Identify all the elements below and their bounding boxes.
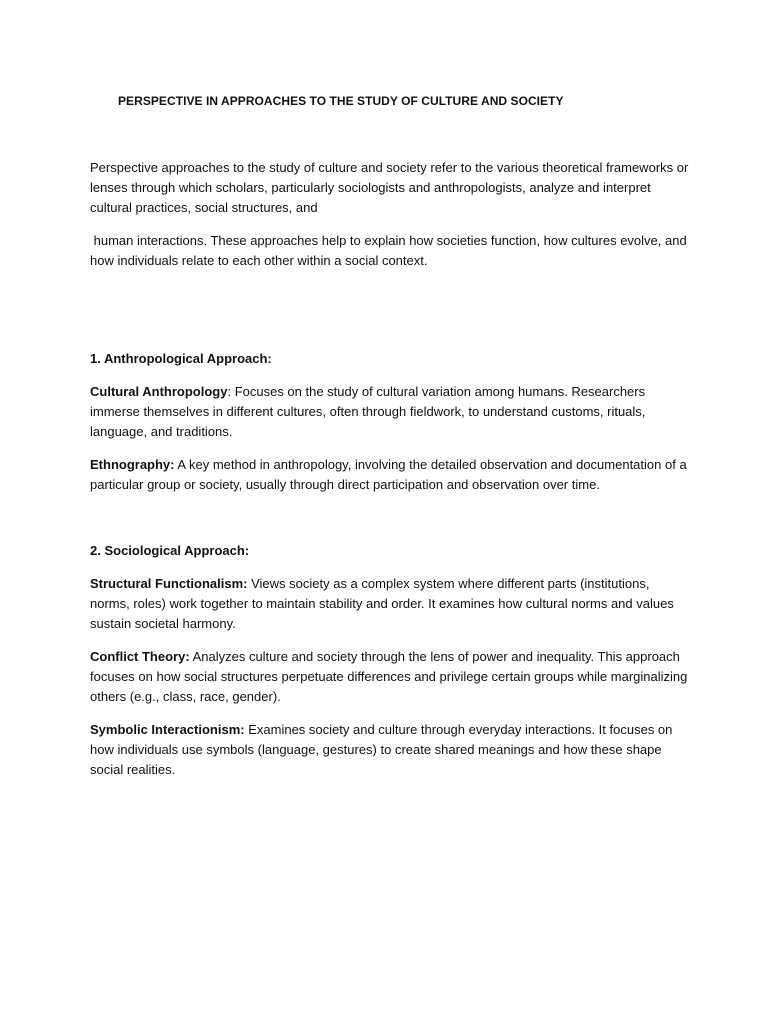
term-conflict-theory: Conflict Theory: [90,649,190,664]
definition-text: A key method in anthropology, involving the detailed observation and documentation of a particular group or society, usually through direct participation and observation over time. [90,457,687,492]
section-heading-anthropological: 1. Anthropological Approach: [90,351,272,366]
term-structural-functionalism: Structural Functionalism: [90,576,248,591]
definition-conflict-theory [90,647,690,707]
term-ethnography: Ethnography: [90,457,175,472]
term-symbolic-interactionism: Symbolic Interactionism: [90,722,245,737]
intro-paragraph-2: human interactions. These approaches help to explain how societies function, how cultures evolve, and how individuals relate to each other within a social context. [90,233,691,268]
definition-cultural-anthropology [90,382,690,442]
term-separator: : [227,384,235,399]
term-cultural-anthropology: Cultural Anthropology [90,384,228,399]
definition-ethnography [90,455,690,495]
document-title: PERSPECTIVE IN APPROACHES TO THE STUDY OF CULTURE AND SOCIETY [118,94,564,108]
intro-paragraph-1: Perspective approaches to the study of culture and society refer to the various theoretical frameworks or lenses through which scholars, particularly sociologists and anthropologists, analyze and interpret cultural practices, social structures, and [90,160,689,215]
definition-text: Focuses on the study of cultural variation among humans. Researchers immerse themselves in different cultures, often through fieldwork, to understand customs, rituals, language, and traditions. [90,384,646,439]
definition-structural-functionalism [90,574,690,634]
section-heading-sociological: 2. Sociological Approach: [90,543,250,558]
definition-text: Views society as a complex system where different parts (institutions, norms, roles) work together to maintain stability and order. It examines how cultural norms and values sustain societal harmony. [90,576,674,631]
definition-symbolic-interactionism [90,720,690,780]
definition-text: Examines society and culture through everyday interactions. It focuses on how individuals use symbols (language, gestures) to create shared meanings and how these shape social realities. [90,722,673,777]
definition-text: Analyzes culture and society through the lens of power and inequality. This approach focuses on how social structures perpetuate differences and privilege certain groups while marginalizing others (e.g., class, race, gender). [90,649,688,704]
